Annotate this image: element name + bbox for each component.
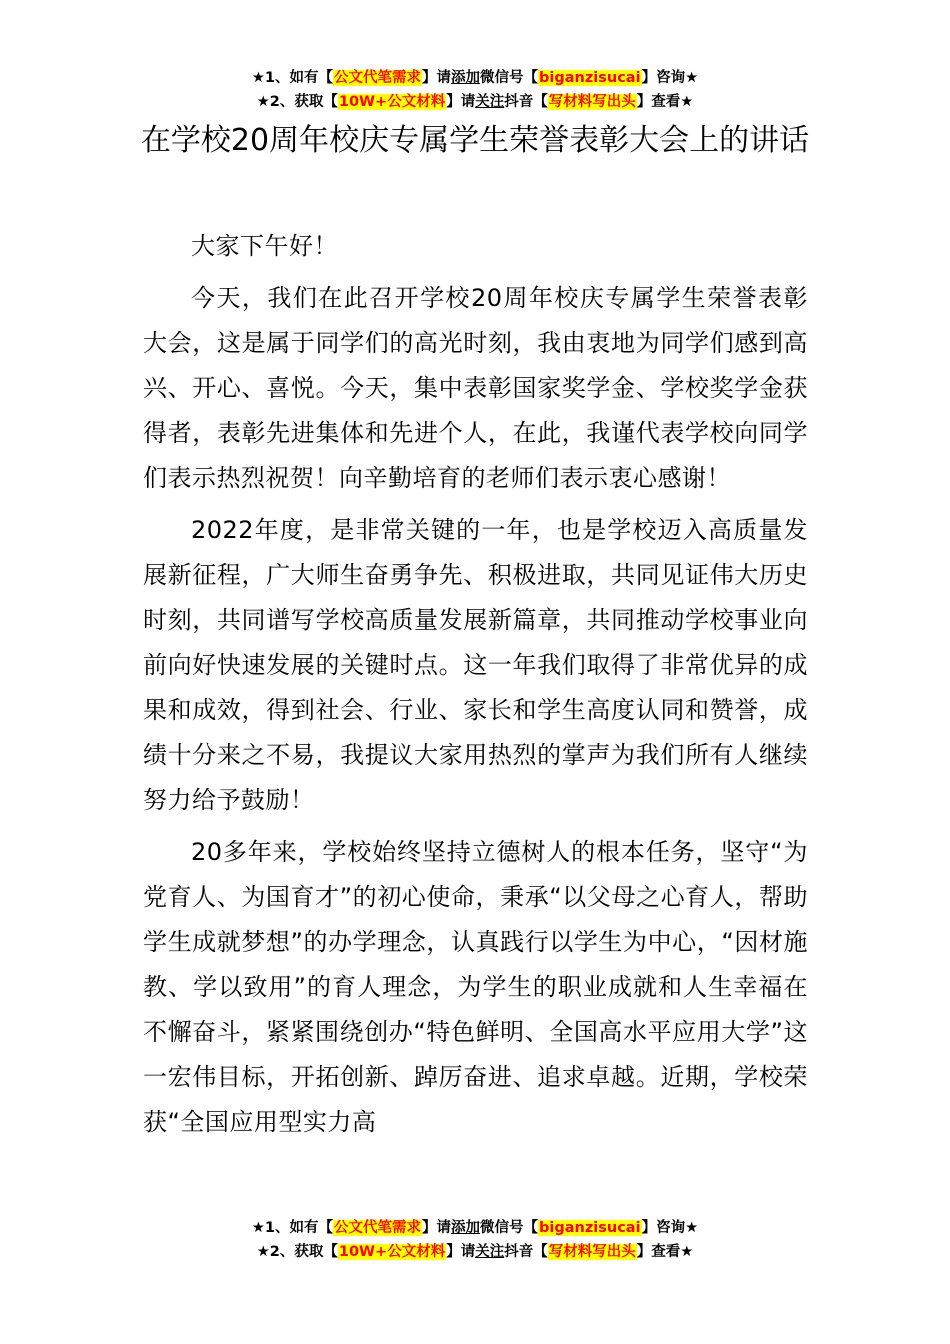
highlight-materials: 10W+公文材料 bbox=[338, 1244, 446, 1260]
paragraph: 今天，我们在此召开学校20周年校庆专属学生荣誉表彰大会，这是属于同学们的高光时刻，我由衷地为同学们感到高兴、开心、喜悦。今天，集中表彰国家奖学金、学校奖学金获得者，表彰先进集体和先进个人，在此，我谨代表学校向同学们表示热烈祝贺！向辛勤培育的老师们表示衷心感谢！ bbox=[143, 284, 808, 492]
highlight-service: 公文代笔需求 bbox=[334, 70, 422, 86]
paragraph: 20多年来，学校始终坚持立德树人的根本任务，坚守“为党育人、为国育才”的初心使命，秉承“以父母之心育人，帮助学生成就梦想”的办学理念，认真践行以学生为中心，“因材施教、学以致用”的育人理念，为学生的职业成就和人生幸福在不懈奋斗，紧紧围绕创办“特色鲜明、全国高水平应用大学”这一宏伟目标，开拓创新、踔厉奋进、追求卓越。近期，学校荣获“全国应用型实力高 bbox=[143, 838, 808, 1136]
document-body bbox=[143, 224, 808, 1152]
promo-line-2: ★2、获取【10W+公文材料】请关注抖音【写材料写出头】查看★ bbox=[256, 1244, 694, 1260]
promo-banner-bottom bbox=[0, 1216, 950, 1264]
promo-line-2: ★2、获取【10W+公文材料】请关注抖音【写材料写出头】查看★ bbox=[256, 94, 694, 110]
highlight-wechat-id: biganzisucai bbox=[539, 70, 641, 86]
highlight-materials: 10W+公文材料 bbox=[338, 94, 446, 110]
paragraph: 2022年度，是非常关键的一年，也是学校迈入高质量发展新征程，广大师生奋勇争先、积极进取，共同见证伟大历史时刻，共同谱写学校高质量发展新篇章，共同推动学校事业向前向好快速发展的关键时点。这一年我们取得了非常优异的成果和成效，得到社会、行业、家长和学生高度认同和赞誉，成绩十分来之不易，我提议大家用热烈的掌声为我们所有人继续努力给予鼓励！ bbox=[143, 516, 808, 814]
highlight-wechat-id: biganzisucai bbox=[539, 1220, 641, 1236]
promo-banner-top bbox=[0, 66, 950, 114]
promo-line-1: ★1、如有【公文代笔需求】请添加微信号【biganzisucai】咨询★ bbox=[251, 1220, 699, 1236]
highlight-douyin: 写材料写出头 bbox=[548, 94, 636, 110]
highlight-service: 公文代笔需求 bbox=[334, 1220, 422, 1236]
highlight-douyin: 写材料写出头 bbox=[548, 1244, 636, 1260]
paragraph-greeting: 大家下午好！ bbox=[191, 232, 338, 260]
promo-line-1: ★1、如有【公文代笔需求】请添加微信号【biganzisucai】咨询★ bbox=[251, 70, 699, 86]
document-title: 在学校20周年校庆专属学生荣誉表彰大会上的讲话 bbox=[140, 123, 810, 158]
